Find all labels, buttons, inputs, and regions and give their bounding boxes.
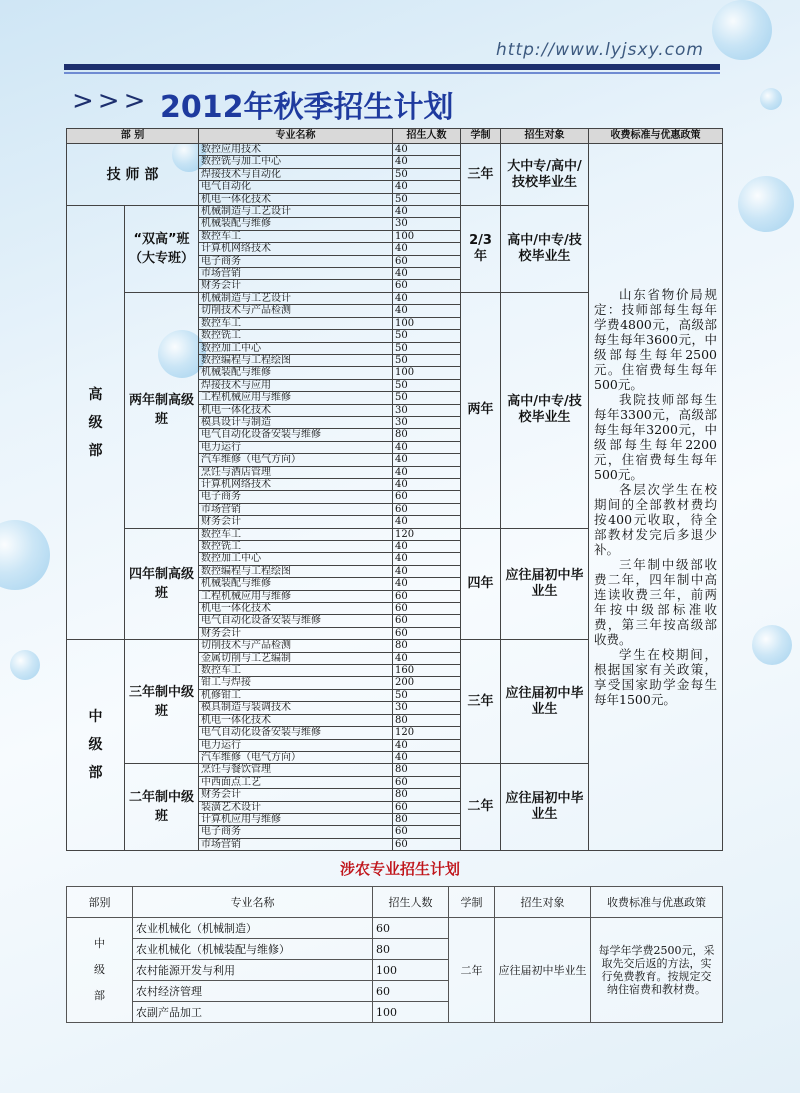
major-name: 汽车维修（电气方向） — [199, 454, 393, 466]
enroll-count: 100 — [393, 317, 461, 329]
decor-bubble — [738, 176, 794, 232]
major-name: 烹饪与酒店管理 — [199, 466, 393, 478]
header-years: 学制 — [461, 129, 501, 144]
class-ernian-zj: 二年制中级班 — [125, 764, 199, 851]
fee-paragraph: 我院技师部每生每年3300元，高级部每生每年3200元，中级部每生每年2200元，住宿费每生每年500元。 — [594, 392, 718, 483]
class-sinian: 四年制高级班 — [125, 528, 199, 640]
enroll-count: 40 — [393, 144, 461, 156]
enroll-count: 50 — [393, 330, 461, 342]
major-name: 计算机应用与维修 — [199, 813, 393, 825]
enroll-count: 40 — [393, 553, 461, 565]
major-name: 机械装配与维修 — [199, 578, 393, 590]
major-name: 模具制造与装调技术 — [199, 702, 393, 714]
enroll-count: 40 — [393, 305, 461, 317]
agri-header-target: 招生对象 — [495, 887, 591, 918]
major-name: 数控编程与工程绘图 — [199, 354, 393, 366]
agri-header-major: 专业名称 — [133, 887, 373, 918]
major-name: 数控加工中心 — [199, 553, 393, 565]
enroll-count: 30 — [393, 416, 461, 428]
table-row — [67, 144, 723, 156]
agri-header-fee: 收费标准与优惠政策 — [591, 887, 723, 918]
class-shuanggao: “双高”班（大专班） — [125, 206, 199, 293]
enroll-count: 200 — [393, 677, 461, 689]
enroll-count: 40 — [393, 243, 461, 255]
major-name: 机电一体化技术 — [199, 193, 393, 205]
dept-gaoji — [67, 206, 125, 640]
dept-zhongji-label: 中级部 — [88, 709, 103, 782]
major-name: 机修钳工 — [199, 689, 393, 701]
target-sinian: 应往届初中毕业生 — [501, 528, 589, 640]
enroll-count: 50 — [393, 354, 461, 366]
agri-dept-label: 中级部 — [94, 937, 105, 1002]
enrollment-table — [66, 128, 723, 851]
enroll-count: 40 — [393, 268, 461, 280]
enroll-count: 60 — [393, 801, 461, 813]
major-name: 机械装配与维修 — [199, 218, 393, 230]
major-name: 金属切削与工艺编制 — [199, 652, 393, 664]
agri-count: 60 — [373, 918, 449, 939]
major-name: 财务会计 — [199, 627, 393, 639]
agri-major: 农村经济管理 — [133, 981, 373, 1002]
enroll-count: 40 — [393, 739, 461, 751]
fee-paragraph: 学生在校期间，根据国家有关政策，享受国家助学金每生每年1500元。 — [594, 647, 718, 708]
enroll-count: 40 — [393, 156, 461, 168]
major-name: 数控铣与加工中心 — [199, 156, 393, 168]
enroll-count: 80 — [393, 764, 461, 776]
major-name: 数控铣工 — [199, 541, 393, 553]
major-name: 数控应用技术 — [199, 144, 393, 156]
enroll-count: 40 — [393, 441, 461, 453]
agri-major: 农业机械化（机械制造） — [133, 918, 373, 939]
agri-major: 农副产品加工 — [133, 1002, 373, 1023]
enroll-count: 80 — [393, 640, 461, 652]
major-name: 电气自动化设备安装与维修 — [199, 615, 393, 627]
dept-gaoji-label: 高级部 — [88, 386, 103, 459]
header-rule — [64, 64, 720, 70]
agri-section-title: 涉农专业招生计划 — [339, 860, 460, 878]
website-url[interactable]: http://www.lyjsxy.com — [496, 40, 704, 60]
enroll-count: 30 — [393, 702, 461, 714]
major-name: 计算机网络技术 — [199, 243, 393, 255]
enroll-count: 50 — [393, 193, 461, 205]
major-name: 机电一体化技术 — [199, 714, 393, 726]
enroll-count: 40 — [393, 478, 461, 490]
agri-count: 60 — [373, 981, 449, 1002]
agri-header-years: 学制 — [449, 887, 495, 918]
enroll-count: 60 — [393, 776, 461, 788]
enroll-count: 40 — [393, 751, 461, 763]
major-name: 计算机网络技术 — [199, 478, 393, 490]
dept-jishi: 技 师 部 — [67, 144, 199, 206]
major-name: 数控车工 — [199, 665, 393, 677]
enroll-count: 40 — [393, 454, 461, 466]
target-liangnian: 高中/中专/技校毕业生 — [501, 292, 589, 528]
target-ernian: 应往届初中毕业生 — [501, 764, 589, 851]
major-name: 中西面点工艺 — [199, 776, 393, 788]
major-name: 切削技术与产品检测 — [199, 305, 393, 317]
major-name: 电子商务 — [199, 255, 393, 267]
enroll-count: 60 — [393, 491, 461, 503]
header-count: 招生人数 — [393, 129, 461, 144]
enroll-count: 60 — [393, 503, 461, 515]
enroll-count: 40 — [393, 181, 461, 193]
major-name: 机械装配与维修 — [199, 367, 393, 379]
enroll-count: 60 — [393, 615, 461, 627]
arrow-icon: >>> — [72, 86, 150, 116]
agri-major: 农村能源开发与利用 — [133, 960, 373, 981]
major-name: 模具设计与制造 — [199, 416, 393, 428]
major-name: 电力运行 — [199, 739, 393, 751]
major-name: 烹饪与餐饮管理 — [199, 764, 393, 776]
agri-target: 应往届初中毕业生 — [495, 918, 591, 1023]
enroll-count: 40 — [393, 206, 461, 218]
header-major: 专业名称 — [199, 129, 393, 144]
enroll-count: 40 — [393, 292, 461, 304]
agri-count: 80 — [373, 939, 449, 960]
agri-table — [66, 886, 723, 1023]
enroll-count: 40 — [393, 516, 461, 528]
major-name: 数控铣工 — [199, 330, 393, 342]
agri-row — [67, 918, 723, 939]
enroll-count: 60 — [393, 838, 461, 850]
major-name: 钳工与焊接 — [199, 677, 393, 689]
major-name: 焊接技术与自动化 — [199, 168, 393, 180]
enroll-count: 30 — [393, 404, 461, 416]
major-name: 数控车工 — [199, 317, 393, 329]
major-name: 财务会计 — [199, 280, 393, 292]
enroll-count: 120 — [393, 727, 461, 739]
target-shuanggao: 高中/中专/技校毕业生 — [501, 206, 589, 293]
class-liangnian: 两年制高级班 — [125, 292, 199, 528]
enroll-count: 60 — [393, 255, 461, 267]
major-name: 市场营销 — [199, 838, 393, 850]
agri-header-dept: 部别 — [67, 887, 133, 918]
major-name: 汽车维修（电气方向） — [199, 751, 393, 763]
agri-count: 100 — [373, 960, 449, 981]
enroll-count: 40 — [393, 565, 461, 577]
major-name: 财务会计 — [199, 516, 393, 528]
enroll-count: 50 — [393, 379, 461, 391]
fee-policy — [589, 144, 723, 851]
agri-count: 100 — [373, 1002, 449, 1023]
years-jishi: 三年 — [461, 144, 501, 206]
decor-bubble — [760, 88, 782, 110]
major-name: 焊接技术与应用 — [199, 379, 393, 391]
major-name: 电力运行 — [199, 441, 393, 453]
major-name: 数控加工中心 — [199, 342, 393, 354]
enroll-count: 60 — [393, 603, 461, 615]
enroll-count: 60 — [393, 627, 461, 639]
major-name: 装潢艺术设计 — [199, 801, 393, 813]
header-rule-thin — [64, 72, 720, 74]
major-name: 市场营销 — [199, 268, 393, 280]
header-target: 招生对象 — [501, 129, 589, 144]
major-name: 财务会计 — [199, 789, 393, 801]
major-name: 电气自动化 — [199, 181, 393, 193]
major-name: 切削技术与产品检测 — [199, 640, 393, 652]
major-name: 电气自动化设备安装与维修 — [199, 727, 393, 739]
years-sinian: 四年 — [461, 528, 501, 640]
enroll-count: 30 — [393, 218, 461, 230]
agri-header-count: 招生人数 — [373, 887, 449, 918]
major-name: 工程机械应用与维修 — [199, 590, 393, 602]
fee-paragraph: 各层次学生在校期间的全部教材费均按400元收取，待全部教材发完后多退少补。 — [594, 482, 718, 558]
major-name: 市场营销 — [199, 503, 393, 515]
enroll-count: 50 — [393, 342, 461, 354]
enroll-count: 50 — [393, 168, 461, 180]
enroll-count: 60 — [393, 826, 461, 838]
enroll-count: 40 — [393, 578, 461, 590]
years-sannian: 三年 — [461, 640, 501, 764]
agri-major: 农业机械化（机械装配与维修） — [133, 939, 373, 960]
major-name: 机械制造与工艺设计 — [199, 292, 393, 304]
agri-fee: 每学年学费2500元，采取先交后返的方法，实行免费教育。按规定交纳住宿费和教材费。 — [591, 918, 723, 1023]
decor-bubble — [10, 650, 40, 680]
enroll-count: 40 — [393, 541, 461, 553]
agri-header-row — [67, 887, 723, 918]
major-name: 电子商务 — [199, 826, 393, 838]
enroll-count: 50 — [393, 689, 461, 701]
agri-years: 二年 — [449, 918, 495, 1023]
years-shuanggao: 2/3年 — [461, 206, 501, 293]
major-name: 机械制造与工艺设计 — [199, 206, 393, 218]
enroll-count: 40 — [393, 652, 461, 664]
fee-paragraph: 三年制中级部收费二年，四年制中高连读收费三年，前两年按中级部标准收费，第三年按高级部收费。 — [594, 557, 718, 648]
years-liangnian: 两年 — [461, 292, 501, 528]
enroll-count: 40 — [393, 466, 461, 478]
major-name: 电子商务 — [199, 491, 393, 503]
major-name: 工程机械应用与维修 — [199, 392, 393, 404]
enroll-count: 60 — [393, 590, 461, 602]
major-name: 电气自动化设备安装与维修 — [199, 429, 393, 441]
enroll-count: 80 — [393, 813, 461, 825]
fee-paragraph: 山东省物价局规定：技师部每生每年学费4800元，高级部每生每年3600元，中级部每生每年2500元。住宿费每生每年500元。 — [594, 287, 718, 393]
enroll-count: 120 — [393, 528, 461, 540]
page-title: 2012年秋季招生计划 — [160, 90, 454, 125]
dept-zhongji — [67, 640, 125, 851]
enroll-count: 160 — [393, 665, 461, 677]
enroll-count: 80 — [393, 789, 461, 801]
class-sannian-zj: 三年制中级班 — [125, 640, 199, 764]
enroll-count: 100 — [393, 230, 461, 242]
major-name: 机电一体化技术 — [199, 603, 393, 615]
major-name: 数控编程与工程绘图 — [199, 565, 393, 577]
enroll-count: 100 — [393, 367, 461, 379]
decor-bubble — [712, 0, 772, 60]
enroll-count: 60 — [393, 280, 461, 292]
major-name: 数控车工 — [199, 528, 393, 540]
years-ernian: 二年 — [461, 764, 501, 851]
major-name: 数控车工 — [199, 230, 393, 242]
header-fee: 收费标准与优惠政策 — [589, 129, 723, 144]
target-sannian: 应往届初中毕业生 — [501, 640, 589, 764]
decor-bubble — [0, 520, 50, 590]
header-dept: 部 别 — [67, 129, 199, 144]
table-header-row — [67, 129, 723, 144]
decor-bubble — [752, 625, 792, 665]
target-jishi: 大中专/高中/技校毕业生 — [501, 144, 589, 206]
enroll-count: 50 — [393, 392, 461, 404]
agri-dept — [67, 918, 133, 1023]
enroll-count: 80 — [393, 714, 461, 726]
major-name: 机电一体化技术 — [199, 404, 393, 416]
enroll-count: 80 — [393, 429, 461, 441]
